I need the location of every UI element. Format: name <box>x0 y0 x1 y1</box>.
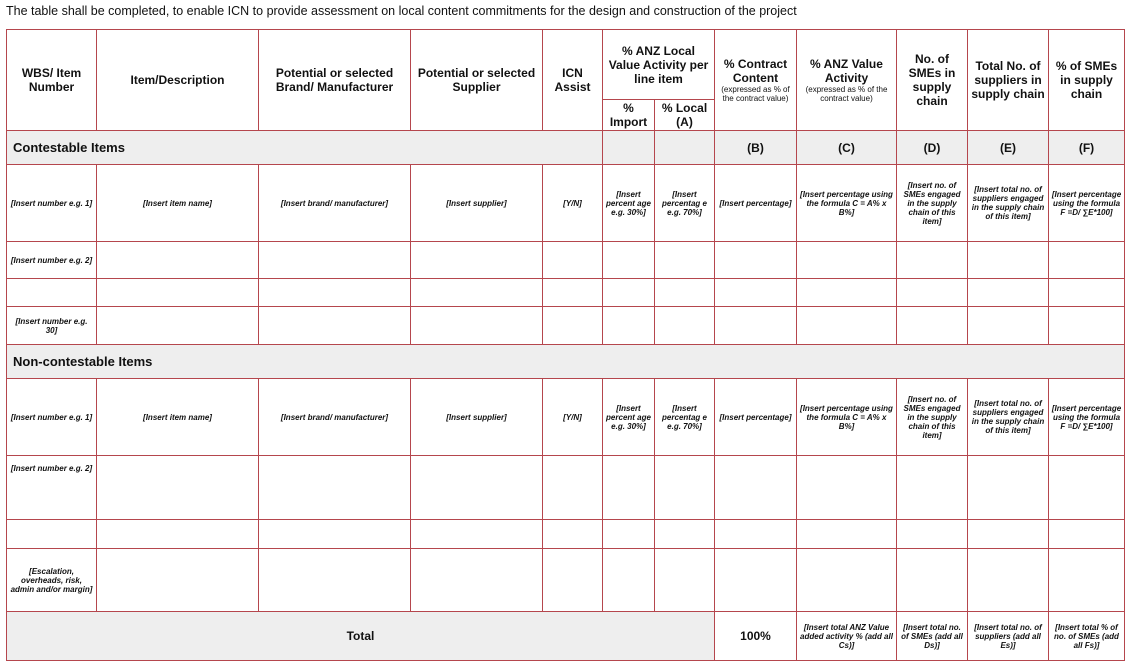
col-anz-value <box>797 30 897 131</box>
cell-local[interactable]: [Insert percentag e e.g. 70%] <box>655 165 715 242</box>
cell-contract[interactable]: [Insert percentage] <box>715 379 797 456</box>
section-contestable <box>7 131 1125 165</box>
cell-smes[interactable]: [Insert no. of SMEs engaged in the supply chain of this item] <box>897 165 968 242</box>
total-pct-smes[interactable]: [Insert total % of no. of SMEs (add all Fs)] <box>1049 612 1125 661</box>
header-row <box>7 30 1125 100</box>
col-smes: No. of SMEs in supply chain <box>897 30 968 131</box>
total-suppliers[interactable]: [Insert total no. of suppliers (add all Es)] <box>968 612 1049 661</box>
cell-supplier[interactable]: [Insert supplier] <box>411 379 543 456</box>
cell-wbs[interactable]: [Insert number e.g. 2] <box>7 242 97 279</box>
col-contract-title: % Contract Content <box>723 57 788 85</box>
cell-supplier[interactable]: [Insert supplier] <box>411 165 543 242</box>
cell-wbs[interactable]: [Insert number e.g. 1] <box>7 165 97 242</box>
col-anz-local: % ANZ Local Value Activity per line item <box>603 30 715 100</box>
letter-c: (C) <box>797 131 897 165</box>
letter-f: (F) <box>1049 131 1125 165</box>
cell-import[interactable]: [Insert percent age e.g. 30%] <box>603 379 655 456</box>
total-smes[interactable]: [Insert total no. of SMEs (add all Ds)] <box>897 612 968 661</box>
total-row <box>7 612 1125 661</box>
table-row <box>7 307 1125 345</box>
section-title: Non-contestable Items <box>7 345 1125 379</box>
total-anz-value[interactable]: [Insert total ANZ Value added activity % (add all Cs)] <box>797 612 897 661</box>
cell-pct-smes[interactable]: [Insert percentage using the formula F =D/ ∑E*100] <box>1049 379 1125 456</box>
col-pct-smes: % of SMEs in supply chain <box>1049 30 1125 131</box>
col-wbs: WBS/ Item Number <box>7 30 97 131</box>
col-brand: Potential or selected Brand/ Manufacturer <box>259 30 411 131</box>
table-row <box>7 379 1125 456</box>
cell-wbs[interactable]: [Insert number e.g. 2] <box>7 456 97 520</box>
letter-a: (A) <box>676 115 693 129</box>
cell-local[interactable]: [Insert percentag e e.g. 70%] <box>655 379 715 456</box>
col-item: Item/Description <box>97 30 259 131</box>
intro-text: The table shall be completed, to enable ICN to provide assessment on local content commitments for the design and construction of the project <box>6 4 797 18</box>
table-row <box>7 165 1125 242</box>
cell-wbs[interactable]: [Insert number e.g. 30] <box>7 307 97 345</box>
col-local <box>655 100 715 131</box>
table-row <box>7 456 1125 520</box>
col-import: % Import <box>603 100 655 131</box>
cell-icn[interactable]: [Y/N] <box>543 165 603 242</box>
col-contract <box>715 30 797 131</box>
cell-smes[interactable]: [Insert no. of SMEs engaged in the supply chain of this item] <box>897 379 968 456</box>
cell-contract[interactable]: [Insert percentage] <box>715 165 797 242</box>
cell-pct-smes[interactable]: [Insert percentage using the formula F =D/ ∑E*100] <box>1049 165 1125 242</box>
cell-icn[interactable]: [Y/N] <box>543 379 603 456</box>
cell-wbs[interactable]: [Insert number e.g. 1] <box>7 379 97 456</box>
col-anz-value-title: % ANZ Value Activity <box>810 57 883 85</box>
cell-brand[interactable]: [Insert brand/ manufacturer] <box>259 379 411 456</box>
col-local-label: % Local <box>661 101 708 115</box>
cell-suppliers[interactable]: [Insert total no. of suppliers engaged in the supply chain of this item] <box>968 165 1049 242</box>
total-contract: 100% <box>715 612 797 661</box>
col-contract-sub: (expressed as % of the contract value) <box>721 85 790 103</box>
table-row <box>7 549 1125 612</box>
cell-item[interactable]: [Insert item name] <box>97 379 259 456</box>
table-row <box>7 520 1125 549</box>
col-supplier: Potential or selected Supplier <box>411 30 543 131</box>
table-row <box>7 279 1125 307</box>
section-title: Contestable Items <box>7 131 603 165</box>
table-row <box>7 242 1125 279</box>
cell-anz-value[interactable]: [Insert percentage using the formula C = A% x B%] <box>797 379 897 456</box>
section-non-contestable <box>7 345 1125 379</box>
col-anz-value-sub: (expressed as % of the contract value) <box>805 85 888 103</box>
letter-b: (B) <box>715 131 797 165</box>
cell-brand[interactable]: [Insert brand/ manufacturer] <box>259 165 411 242</box>
cell-suppliers[interactable]: [Insert total no. of suppliers engaged in the supply chain of this item] <box>968 379 1049 456</box>
cell-item[interactable]: [Insert item name] <box>97 165 259 242</box>
col-icn-assist: ICN Assist <box>543 30 603 131</box>
col-total-suppliers: Total No. of suppliers in supply chain <box>968 30 1049 131</box>
total-label: Total <box>7 612 715 661</box>
letter-d: (D) <box>897 131 968 165</box>
cell-wbs[interactable]: [Escalation, overheads, risk, admin and/or margin] <box>7 549 97 612</box>
cell-import[interactable]: [Insert percent age e.g. 30%] <box>603 165 655 242</box>
letter-e: (E) <box>968 131 1049 165</box>
local-content-table <box>6 29 1125 661</box>
cell-anz-value[interactable]: [Insert percentage using the formula C = A% x B%] <box>797 165 897 242</box>
